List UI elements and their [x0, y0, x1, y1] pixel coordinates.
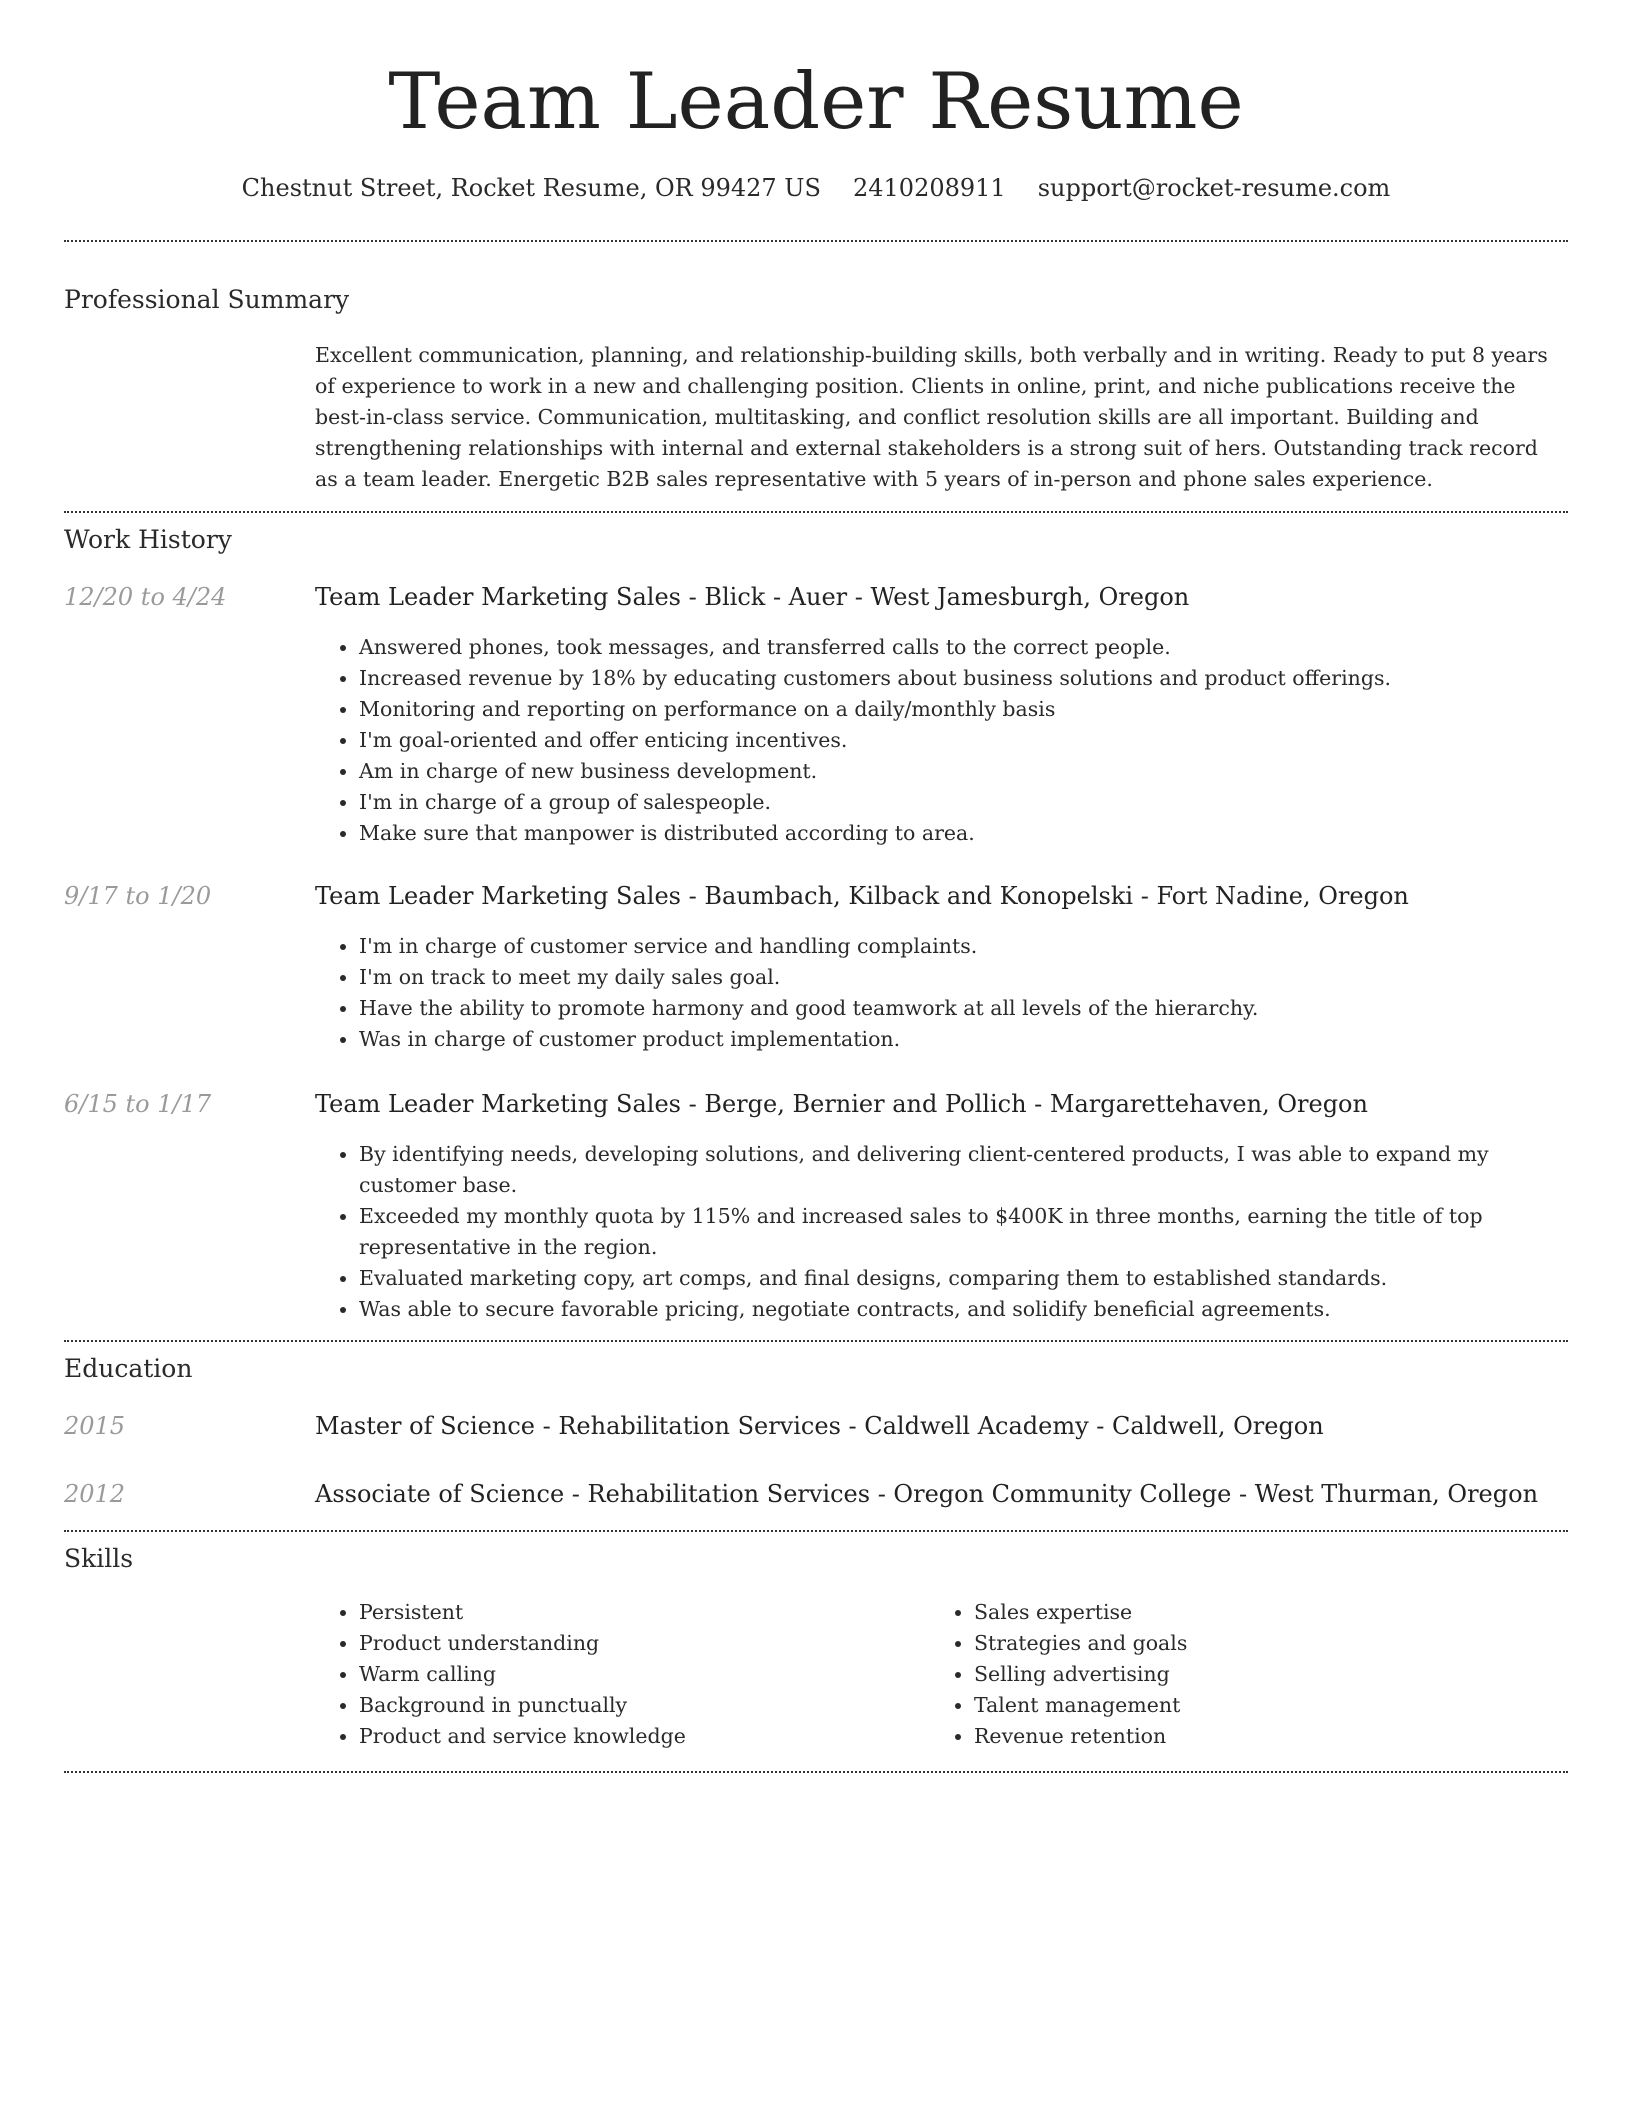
job-title: Team Leader Marketing Sales - Berge, Bernier and Pollich - Margarettehaven, Oregon: [315, 1090, 1368, 1118]
list-item: • I'm in charge of a group of salespeople.: [359, 787, 1565, 818]
list-item: • Exceeded my monthly quota by 115% and increased sales to $400K in three months, earning the title of top representative in the region.: [359, 1201, 1565, 1263]
list-item: • I'm in charge of customer service and handling complaints.: [359, 931, 1565, 962]
list-item: • I'm goal-oriented and offer enticing incentives.: [359, 725, 1565, 756]
education-year: 2012: [64, 1480, 126, 1508]
divider: [64, 511, 1568, 513]
list-item: • Am in charge of new business development.: [359, 756, 1565, 787]
skill-item: • Persistent: [359, 1597, 875, 1628]
list-item: • Have the ability to promote harmony and good teamwork at all levels of the hierarchy.: [359, 993, 1565, 1024]
divider: [64, 1771, 1568, 1773]
contact-phone: 2410208911: [852, 174, 1006, 202]
skill-item: • Warm calling: [359, 1659, 875, 1690]
summary-text: Excellent communication, planning, and relationship-building skills, both verbally and in writing. Ready to put 8 years of experience to work in a new and challenging position. Clients in online, print, and niche publications receive the best-in-class service. Communication, multitasking, and conflict resolution skills are all important. Building and strengthening relationships with internal and external stakeholders is a strong suit of hers. Outstanding track record as a team leader. Energetic B2B sales representative with 5 years of in-person and phone sales experience.: [315, 343, 1548, 491]
skill-item: • Product and service knowledge: [359, 1721, 875, 1752]
list-item: • By identifying needs, developing solutions, and delivering client-centered products, I was able to expand my customer base.: [359, 1139, 1565, 1201]
section-heading-summary: Professional Summary: [64, 285, 350, 314]
list-item: • Increased revenue by 18% by educating customers about business solutions and product offerings.: [359, 663, 1565, 694]
skill-item: • Talent management: [974, 1690, 1490, 1721]
contact-email: support@rocket-resume.com: [1037, 174, 1391, 202]
skills-list-left: [315, 1597, 875, 1752]
section-heading-education: Education: [64, 1354, 193, 1383]
job-bullets: [315, 1139, 1565, 1325]
job-title: Team Leader Marketing Sales - Baumbach, Kilback and Konopelski - Fort Nadine, Oregon: [315, 882, 1409, 910]
divider: [64, 240, 1568, 242]
job-title: Team Leader Marketing Sales - Blick - Auer - West Jamesburgh, Oregon: [315, 583, 1190, 611]
resume-title: Team Leader Resume: [388, 57, 1244, 147]
job-bullets: [315, 632, 1565, 849]
list-item: • I'm on track to meet my daily sales goal.: [359, 962, 1565, 993]
list-item: • Was in charge of customer product implementation.: [359, 1024, 1565, 1055]
skill-item: • Strategies and goals: [974, 1628, 1490, 1659]
divider: [64, 1530, 1568, 1532]
list-item: • Evaluated marketing copy, art comps, and final designs, comparing them to established standards.: [359, 1263, 1565, 1294]
skill-item: • Selling advertising: [974, 1659, 1490, 1690]
divider: [64, 1340, 1568, 1342]
list-item: • Answered phones, took messages, and transferred calls to the correct people.: [359, 632, 1565, 663]
section-heading-work-history: Work History: [64, 525, 232, 554]
job-dates: 6/15 to 1/17: [64, 1090, 212, 1118]
list-item: • Was able to secure favorable pricing, negotiate contracts, and solidify beneficial agreements.: [359, 1294, 1565, 1325]
job-dates: 12/20 to 4/24: [64, 583, 227, 611]
education-degree: Master of Science - Rehabilitation Services - Caldwell Academy - Caldwell, Oregon: [315, 1412, 1324, 1440]
skills-list-right: [930, 1597, 1490, 1752]
contact-address: Chestnut Street, Rocket Resume, OR 99427 US: [241, 174, 821, 202]
skill-item: • Background in punctually: [359, 1690, 875, 1721]
job-dates: 9/17 to 1/20: [64, 882, 212, 910]
list-item: • Monitoring and reporting on performance on a daily/monthly basis: [359, 694, 1565, 725]
list-item: • Make sure that manpower is distributed according to area.: [359, 818, 1565, 849]
education-year: 2015: [64, 1412, 126, 1440]
skill-item: • Revenue retention: [974, 1721, 1490, 1752]
skill-item: • Product understanding: [359, 1628, 875, 1659]
section-heading-skills: Skills: [64, 1544, 134, 1573]
job-bullets: [315, 931, 1565, 1055]
contact-line: [64, 170, 1568, 206]
skill-item: • Sales expertise: [974, 1597, 1490, 1628]
education-degree: Associate of Science - Rehabilitation Services - Oregon Community College - West Thurman, Oregon: [315, 1480, 1539, 1508]
